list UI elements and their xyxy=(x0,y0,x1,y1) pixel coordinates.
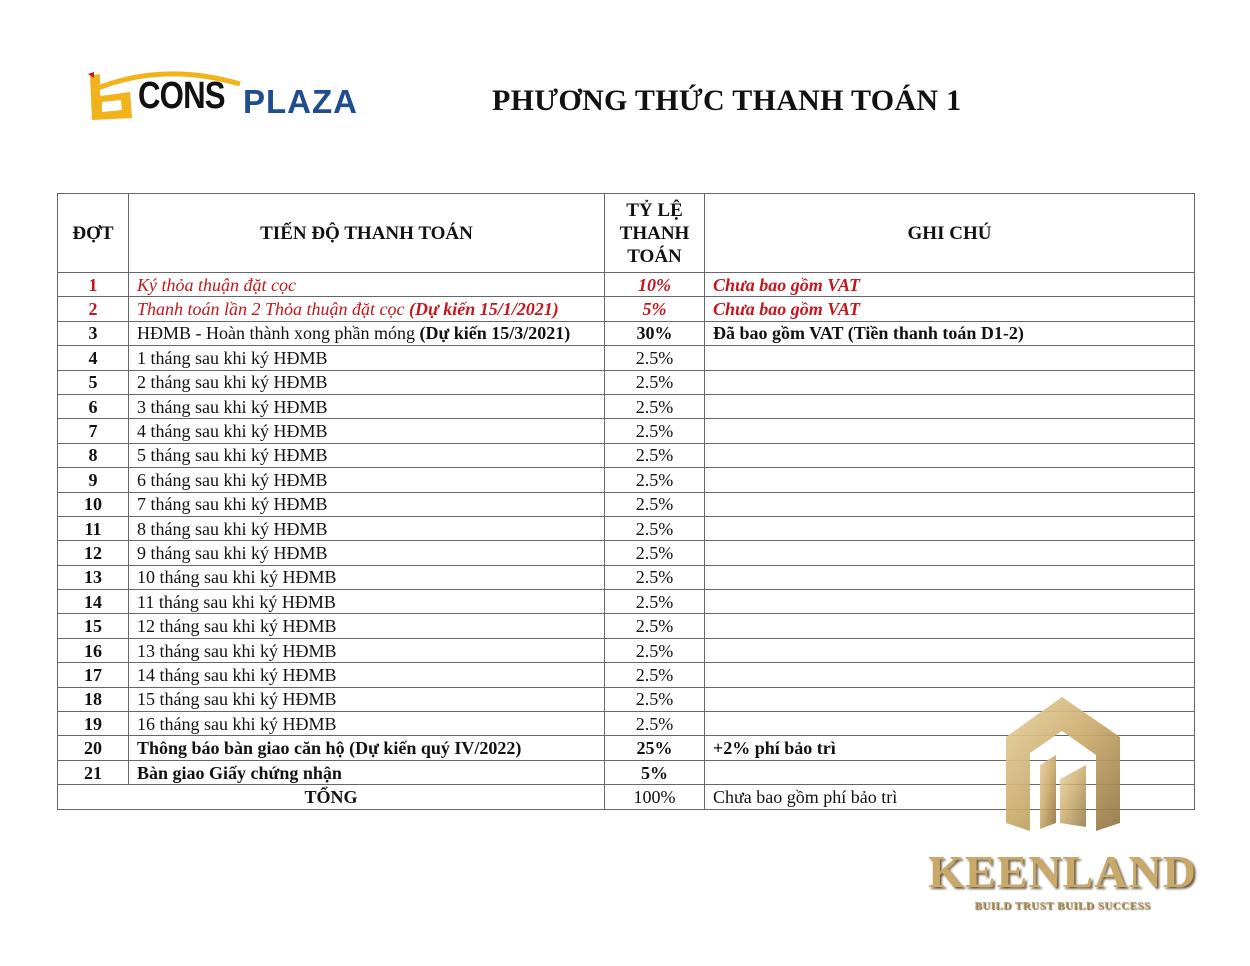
table-row xyxy=(58,638,1195,662)
cell-desc xyxy=(129,419,605,443)
cell-dot: 21 xyxy=(58,760,129,784)
cell-desc xyxy=(129,443,605,467)
cell-rate: 2.5% xyxy=(605,638,705,662)
cell-rate: 2.5% xyxy=(605,663,705,687)
cell-dot: 5 xyxy=(58,370,129,394)
cell-rate: 2.5% xyxy=(605,516,705,540)
cell-desc xyxy=(129,346,605,370)
cell-note xyxy=(705,346,1195,370)
desc-text: 5 tháng sau khi ký HĐMB xyxy=(137,445,328,466)
cell-desc xyxy=(129,712,605,736)
cell-dot: 4 xyxy=(58,346,129,370)
desc-text: 8 tháng sau khi ký HĐMB xyxy=(137,518,328,539)
cell-desc xyxy=(129,297,605,321)
desc-text: Thanh toán lần 2 Thỏa thuận đặt cọc xyxy=(137,299,410,320)
desc-text: 15 tháng sau khi ký HĐMB xyxy=(137,689,337,710)
cell-note xyxy=(705,614,1195,638)
cell-desc xyxy=(129,394,605,418)
cell-rate: 10% xyxy=(605,273,705,297)
desc-text: 3 tháng sau khi ký HĐMB xyxy=(137,396,328,417)
cell-rate: 5% xyxy=(605,760,705,784)
cell-dot: 14 xyxy=(58,590,129,614)
cell-note: Chưa bao gồm VAT xyxy=(705,273,1195,297)
table-header-row xyxy=(58,194,1195,273)
cell-rate: 2.5% xyxy=(605,394,705,418)
cell-desc xyxy=(129,516,605,540)
table-row xyxy=(58,492,1195,516)
cell-rate: 25% xyxy=(605,736,705,760)
desc-text: 16 tháng sau khi ký HĐMB xyxy=(137,713,337,734)
table-row xyxy=(58,516,1195,540)
cell-note xyxy=(705,394,1195,418)
table-row xyxy=(58,394,1195,418)
cell-desc xyxy=(129,541,605,565)
cell-rate: 2.5% xyxy=(605,468,705,492)
cell-desc xyxy=(129,736,605,760)
cell-note: +2% phí bảo trì xyxy=(705,736,1195,760)
desc-text: 13 tháng sau khi ký HĐMB xyxy=(137,640,337,661)
cell-dot: 20 xyxy=(58,736,129,760)
cell-note xyxy=(705,565,1195,589)
desc-bold-text: (Dự kiến 15/1/2021) xyxy=(409,299,559,320)
cell-dot: 10 xyxy=(58,492,129,516)
table-row xyxy=(58,273,1195,297)
cell-note xyxy=(705,468,1195,492)
cell-note xyxy=(705,443,1195,467)
total-note: Chưa bao gồm phí bảo trì xyxy=(705,785,1195,809)
cell-rate: 2.5% xyxy=(605,590,705,614)
cell-dot: 11 xyxy=(58,516,129,540)
cell-rate: 2.5% xyxy=(605,687,705,711)
table-row xyxy=(58,419,1195,443)
header-rate: TỶ LỆ THANH TOÁN xyxy=(605,194,705,273)
watermark-name: KEENLAND xyxy=(928,846,1197,897)
desc-text: 6 tháng sau khi ký HĐMB xyxy=(137,469,328,490)
cell-note xyxy=(705,516,1195,540)
bcons-plaza-logo xyxy=(86,68,376,128)
cell-desc xyxy=(129,370,605,394)
cell-dot: 6 xyxy=(58,394,129,418)
cell-rate: 2.5% xyxy=(605,370,705,394)
brand-secondary: PLAZA xyxy=(243,83,358,120)
cell-desc xyxy=(129,687,605,711)
desc-text: Thông báo bàn giao căn hộ (Dự kiến quý IV/2022) xyxy=(137,738,522,759)
cell-rate: 2.5% xyxy=(605,419,705,443)
cell-dot: 2 xyxy=(58,297,129,321)
header-desc: TIẾN ĐỘ THANH TOÁN xyxy=(129,194,605,273)
cell-desc xyxy=(129,614,605,638)
cell-note xyxy=(705,492,1195,516)
brand-primary: CONS xyxy=(138,75,225,117)
cell-dot: 13 xyxy=(58,565,129,589)
cell-note: Chưa bao gồm VAT xyxy=(705,297,1195,321)
cell-desc xyxy=(129,492,605,516)
cell-note xyxy=(705,663,1195,687)
header-dot: ĐỢT xyxy=(58,194,129,273)
desc-text: Ký thỏa thuận đặt cọc xyxy=(137,274,296,295)
desc-text: 4 tháng sau khi ký HĐMB xyxy=(137,421,328,442)
cell-note: Đã bao gồm VAT (Tiền thanh toán D1-2) xyxy=(705,321,1195,345)
cell-desc xyxy=(129,321,605,345)
table-row xyxy=(58,590,1195,614)
cell-dot: 19 xyxy=(58,712,129,736)
cell-dot: 1 xyxy=(58,273,129,297)
cell-dot: 17 xyxy=(58,663,129,687)
cell-rate: 2.5% xyxy=(605,541,705,565)
cell-rate: 2.5% xyxy=(605,443,705,467)
table-row xyxy=(58,346,1195,370)
table-row xyxy=(58,297,1195,321)
cell-note xyxy=(705,370,1195,394)
cell-rate: 2.5% xyxy=(605,492,705,516)
table-row xyxy=(58,614,1195,638)
total-rate: 100% xyxy=(605,785,705,809)
desc-text: HĐMB - Hoàn thành xong phần móng xyxy=(137,323,420,344)
cell-note xyxy=(705,590,1195,614)
cell-note xyxy=(705,638,1195,662)
cell-rate: 2.5% xyxy=(605,614,705,638)
cell-dot: 12 xyxy=(58,541,129,565)
table-row xyxy=(58,321,1195,345)
page-title: PHƯƠNG THỨC THANH TOÁN 1 xyxy=(492,84,962,117)
watermark-tagline: BUILD TRUST BUILD SUCCESS xyxy=(974,900,1151,912)
cell-note xyxy=(705,419,1195,443)
cell-desc xyxy=(129,590,605,614)
cell-rate: 2.5% xyxy=(605,346,705,370)
b-mark-icon xyxy=(86,70,136,122)
desc-text: 7 tháng sau khi ký HĐMB xyxy=(137,494,328,515)
table-row xyxy=(58,541,1195,565)
desc-text: 9 tháng sau khi ký HĐMB xyxy=(137,542,328,563)
cell-rate: 2.5% xyxy=(605,712,705,736)
desc-text: 2 tháng sau khi ký HĐMB xyxy=(137,372,328,393)
desc-text: 11 tháng sau khi ký HĐMB xyxy=(137,591,336,612)
cell-dot: 3 xyxy=(58,321,129,345)
cell-dot: 15 xyxy=(58,614,129,638)
house-logo-icon xyxy=(1000,695,1125,835)
cell-desc xyxy=(129,565,605,589)
cell-desc xyxy=(129,638,605,662)
total-label: TỔNG xyxy=(58,785,605,809)
table-row xyxy=(58,468,1195,492)
desc-text: 14 tháng sau khi ký HĐMB xyxy=(137,664,337,685)
cell-desc xyxy=(129,663,605,687)
table-row xyxy=(58,663,1195,687)
cell-desc xyxy=(129,273,605,297)
cell-dot: 16 xyxy=(58,638,129,662)
cell-desc xyxy=(129,760,605,784)
cell-dot: 8 xyxy=(58,443,129,467)
desc-text: 1 tháng sau khi ký HĐMB xyxy=(137,347,328,368)
cell-dot: 7 xyxy=(58,419,129,443)
table-row xyxy=(58,565,1195,589)
table-row xyxy=(58,443,1195,467)
cell-dot: 18 xyxy=(58,687,129,711)
desc-text: Bàn giao Giấy chứng nhận xyxy=(137,762,342,783)
table-row xyxy=(58,370,1195,394)
cell-desc xyxy=(129,468,605,492)
header-note: GHI CHÚ xyxy=(705,194,1195,273)
keenland-watermark xyxy=(925,695,1200,925)
cell-dot: 9 xyxy=(58,468,129,492)
cell-rate: 5% xyxy=(605,297,705,321)
cell-rate: 30% xyxy=(605,321,705,345)
desc-bold-text: (Dự kiến 15/3/2021) xyxy=(419,323,571,344)
desc-text: 12 tháng sau khi ký HĐMB xyxy=(137,616,337,637)
desc-text: 10 tháng sau khi ký HĐMB xyxy=(137,567,337,588)
cell-note xyxy=(705,541,1195,565)
cell-rate: 2.5% xyxy=(605,565,705,589)
